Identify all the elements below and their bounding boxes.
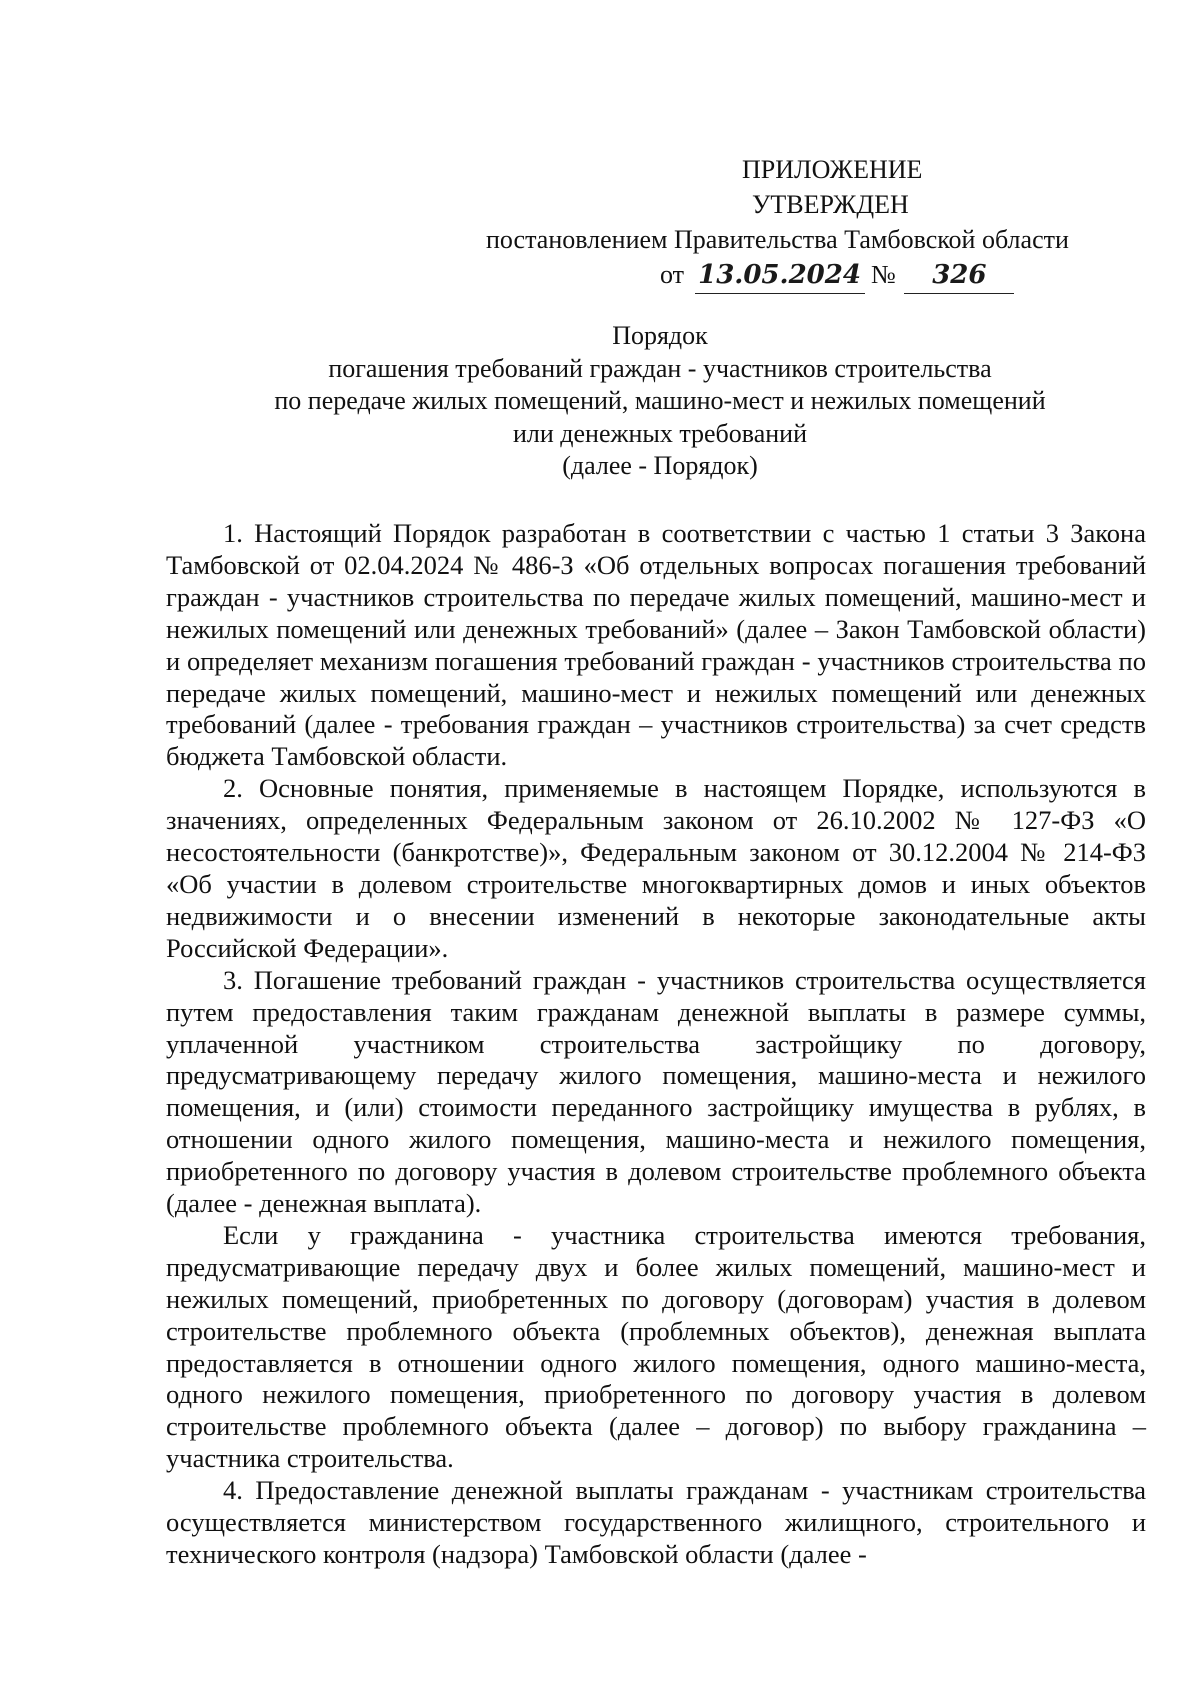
appendix-label: ПРИЛОЖЕНИЕ (742, 155, 923, 184)
handwritten-date: 13.05.2024 (695, 258, 865, 294)
paragraph-4: 4. Предоставление денежной выплаты гражданам - участникам строительства осуществляется министерством государственного жилищного, строительного и технического контроля (надзора) Тамбовской области (далее - (166, 1475, 1146, 1569)
paragraph-2: 2. Основные понятия, применяемые в настоящем Порядке, используются в значениях, определенных Федеральным законом от 26.10.2002 № 127-ФЗ «О несостоятельности (банкротстве)», Федеральным законом от 30.12.2004 № 214-ФЗ «Об участии в долевом строительстве многоквартирных домов и иных объектов недвижимости и о внесении изменений в некоторые законодательные акты Российской Федерации». (166, 773, 1146, 963)
handwritten-number: 326 (904, 258, 1014, 294)
approved-label: УТВЕРЖДЕН (752, 190, 909, 219)
approval-stamp (450, 152, 1130, 294)
paragraph-3: 3. Погашение требований граждан - участников строительства осуществляется путем предоставления таким гражданам денежной выплаты в размере суммы, уплаченной участником строительства застройщику по договору, предусматривающему передачу жилого помещения, машино-места и нежилого помещения, и (или) стоимости переданного застройщику имущества в рублях, в отношении одного жилого помещения, машино-места и нежилого помещения, приобретенного по договору участия в долевом строительстве проблемного объекта (далее - денежная выплата). (166, 964, 1146, 1219)
title-line: (далее - Порядок) (562, 451, 758, 480)
document-title (200, 320, 1120, 483)
title-line: погашения требований граждан - участников строительства (328, 353, 992, 383)
issuer-line: постановлением Правительства Тамбовской области (486, 225, 1069, 254)
document-body (166, 518, 1146, 1571)
title-line: по передаче жилых помещений, машино-мест и нежилых помещений (274, 386, 1046, 415)
paragraph-1: 1. Настоящий Порядок разработан в соответствии с частью 1 статьи 3 Закона Тамбовской от 02.04.2024 № 486-З «Об отдельных вопросах погашения требований граждан - участников строительства по передаче жилых помещений, машино-мест и нежилых помещений или денежных требований» (далее – Закон Тамбовской области) и определяет механизм погашения требований граждан - участников строительства по передаче жилых помещений, машино-мест и нежилых помещений или денежных требований (далее - требования граждан – участников строительства) за счет средств бюджета Тамбовской области. (166, 518, 1146, 772)
title-line: Порядок (612, 321, 708, 350)
number-prefix: № (871, 260, 896, 289)
date-prefix: от (660, 260, 685, 289)
paragraph-3-continuation: Если у гражданина - участника строительства имеются требования, предусматривающие передачу двух и более жилых помещений, машино-мест и нежилых помещений, приобретенных по договору (договорам) участия в долевом строительстве проблемного объекта (проблемных объектов), денежная выплата предоставляется в отношении одного жилого помещения, одного машино-места, одного нежилого помещения, приобретенного по договору участия в долевом строительстве проблемного объекта (далее – договор) по выбору гражданина – участника строительства. (166, 1219, 1146, 1474)
title-line: или денежных требований (512, 418, 808, 448)
date-number-line (450, 257, 1130, 294)
